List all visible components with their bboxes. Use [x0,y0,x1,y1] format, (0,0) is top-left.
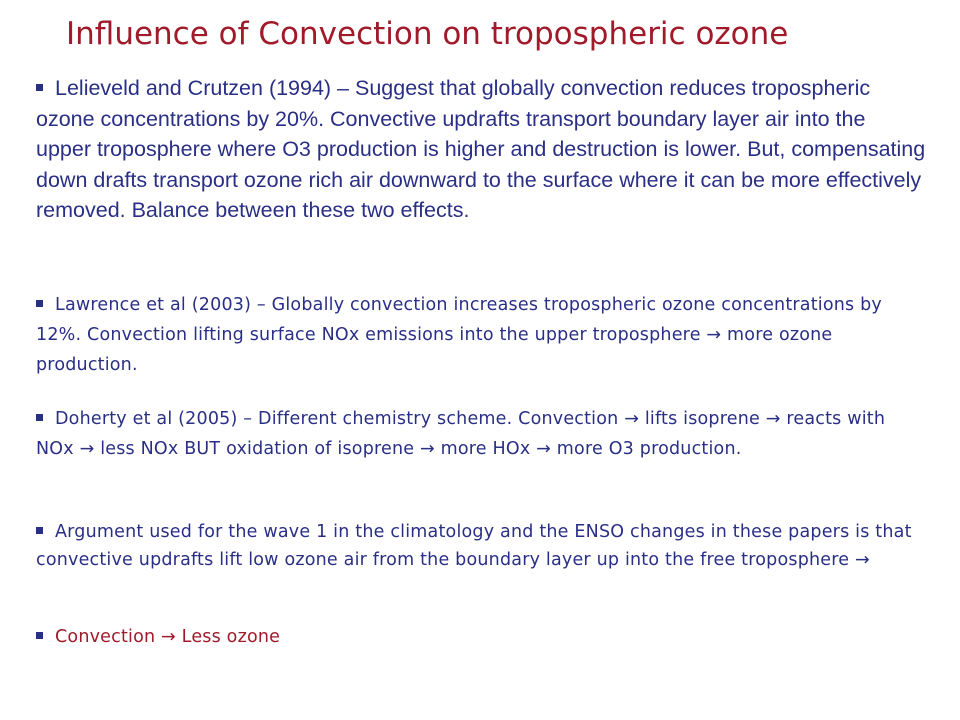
bullet-text: Argument used for the wave 1 in the climatology and the ENSO changes in these papers is that convective updrafts lift low ozone air from the boundary layer up into the free troposphere → [36,522,912,570]
square-bullet-icon [36,84,43,91]
square-bullet-icon [36,300,43,307]
bullet-text: Lelieveld and Crutzen (1994) – Suggest that globally convection reduces tropospheric ozone concentrations by 20%. Convective updrafts transport boundary layer air into the upper troposphere where O3 production is higher and destruction is lower. But, compensating down drafts transport ozone rich air downward to the surface where it can be more effectively removed. Balance between these two effects. [36,76,926,222]
bullet-doherty [36,404,926,464]
bullet-lawrence [36,290,926,380]
square-bullet-icon [36,632,43,639]
bullet-conclusion [36,623,926,651]
square-bullet-icon [36,527,43,534]
bullet-argument [36,518,926,574]
bullet-lelieveld-crutzen [36,73,926,226]
square-bullet-icon [36,414,43,421]
slide-title: Influence of Convection on tropospheric ozone [66,16,789,52]
bullet-text: Lawrence et al (2003) – Globally convection increases tropospheric ozone concentrations by 12%. Convection lifting surface NOx emissions into the upper troposphere → more ozone production. [36,295,882,375]
bullet-text: Doherty et al (2005) – Different chemistry scheme. Convection → lifts isoprene → reacts with NOx → less NOx BUT oxidation of isoprene → more HOx → more O3 production. [36,409,886,459]
bullet-text: Convection → Less ozone [55,627,281,647]
